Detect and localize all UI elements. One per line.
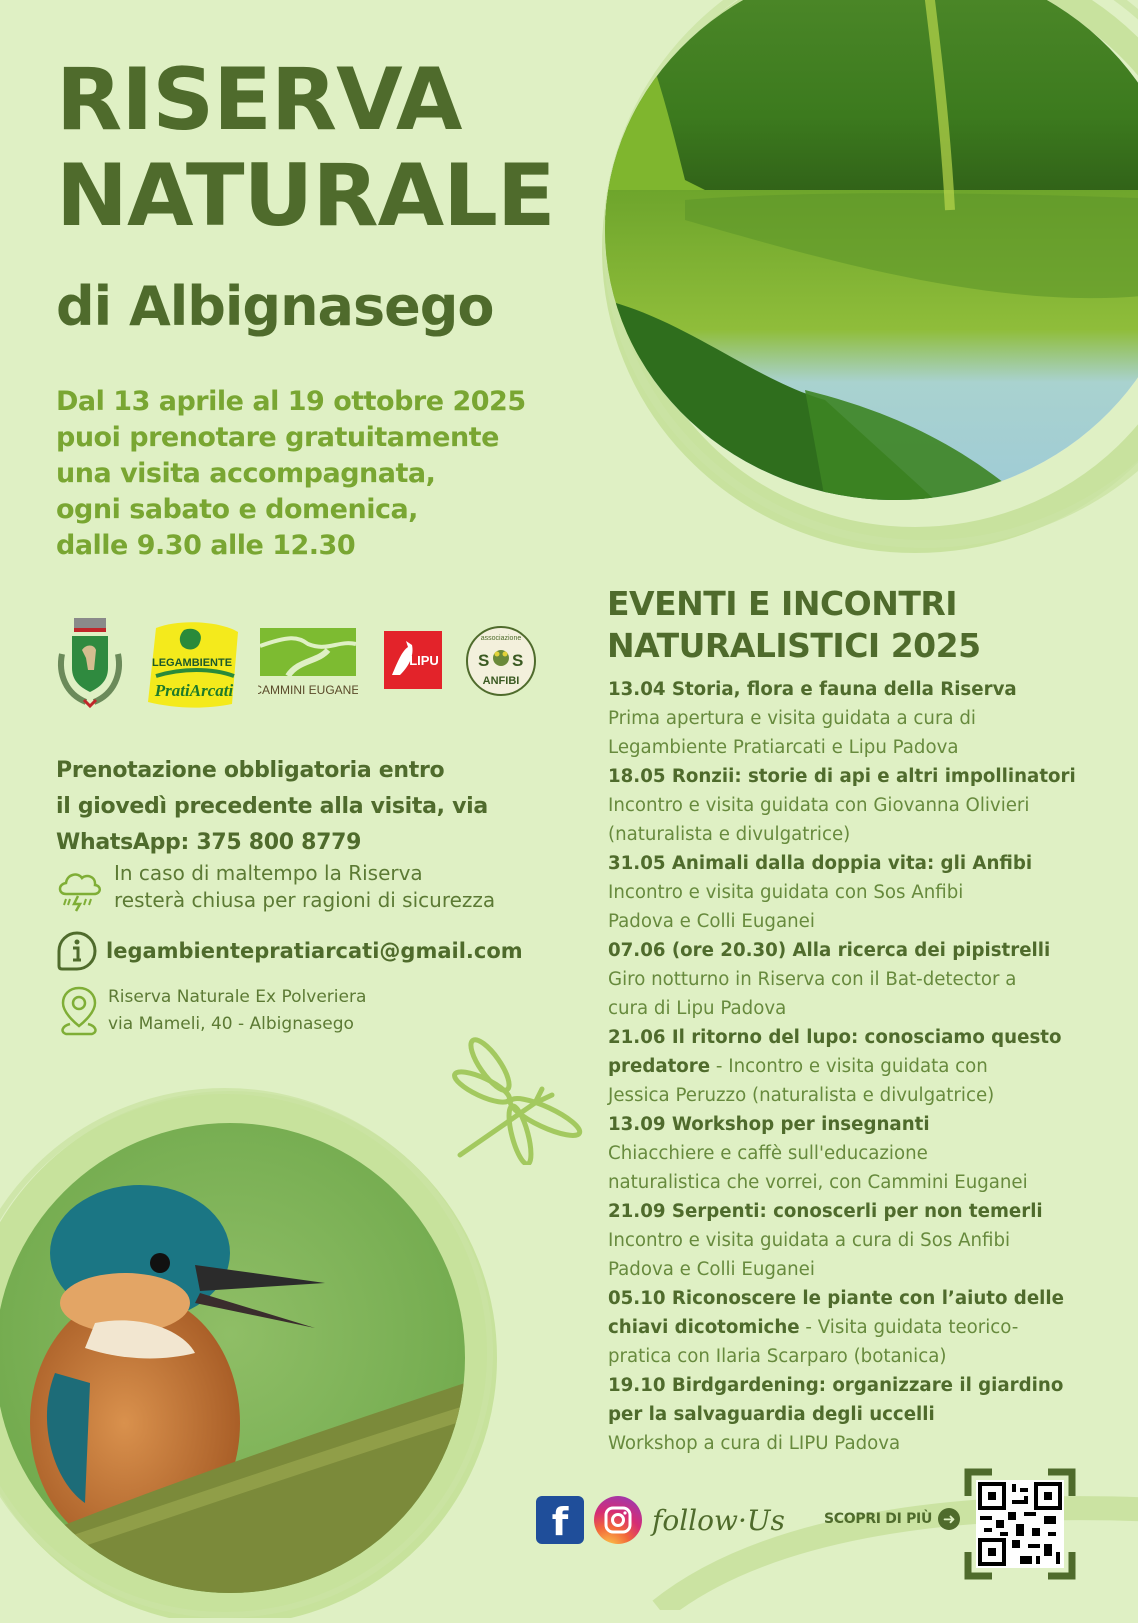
event-title: 21.06 Il ritorno del lupo: conosciamo questo	[608, 1027, 1062, 1048]
info-icon	[56, 930, 98, 972]
event-desc: Jessica Peruzzo (naturalista e divulgatrice)	[608, 1085, 995, 1106]
instagram-icon[interactable]	[594, 1496, 642, 1544]
svg-text:ANFIBI: ANFIBI	[482, 675, 520, 687]
intro-line: dalle 9.30 alle 12.30	[56, 530, 356, 561]
kingfisher-photo	[0, 1123, 465, 1593]
event-title: 31.05 Animali dalla doppia vita: gli Anfibi	[608, 853, 1033, 874]
email-address[interactable]: legambientepratiarcati@gmail.com	[106, 938, 523, 963]
event-desc: Prima apertura e visita guidata a cura di	[608, 708, 976, 729]
scopri-label: SCOPRI DI PIÙ	[824, 1511, 933, 1527]
svg-text:LIPU: LIPU	[409, 653, 439, 668]
logo-lipu	[384, 631, 442, 689]
map-pin-icon	[56, 984, 102, 1036]
intro-text	[56, 384, 576, 564]
booking-line: il giovedì precedente alla visita, via	[56, 794, 488, 819]
event-desc: Padova e Colli Euganei	[608, 911, 815, 932]
event-title: chiavi dicotomiche	[608, 1317, 800, 1338]
facebook-icon[interactable]: f	[536, 1496, 584, 1544]
svg-text:CAMMINI EUGANEI: CAMMINI EUGANEI	[258, 683, 358, 697]
event-desc: Padova e Colli Euganei	[608, 1259, 815, 1280]
event-desc: Incontro e visita guidata a cura di Sos Anfibi	[608, 1230, 1011, 1251]
event-desc: naturalistica che vorrei, con Cammini Euganei	[608, 1172, 1028, 1193]
event-title: 18.05 Ronzii: storie di api e altri impollinatori	[608, 766, 1076, 787]
svg-text:PratiArcati: PratiArcati	[154, 681, 234, 700]
event-item	[608, 849, 1078, 936]
events-list	[608, 675, 1078, 1458]
event-title: 21.09 Serpenti: conoscerli per non temerli	[608, 1201, 1043, 1222]
event-desc: Chiacchiere e caffè sull'educazione	[608, 1143, 928, 1164]
event-title: 07.06 (ore 20.30) Alla ricerca dei pipistrelli	[608, 940, 1051, 961]
svg-text:LEGAMBIENTE: LEGAMBIENTE	[151, 657, 233, 669]
event-desc: Incontro e visita guidata con Giovanna Olivieri	[608, 795, 1030, 816]
address	[56, 984, 366, 1038]
event-title: 19.10 Birdgardening: organizzare il giardino	[608, 1375, 1064, 1396]
follow-us-label: follow·Us	[652, 1503, 785, 1537]
partner-logos	[50, 624, 550, 724]
page-title	[56, 52, 555, 244]
event-desc: (naturalista e divulgatrice)	[608, 824, 851, 845]
weather-text: In caso di maltempo la Riserva resterà chiusa per ragioni di sicurezza	[114, 861, 496, 912]
logo-legambiente-pratiarcati	[142, 618, 242, 710]
booking-notice	[56, 753, 556, 861]
title-line-2: NATURALE	[56, 146, 555, 246]
event-desc: Workshop a cura di LIPU Padova	[608, 1433, 901, 1454]
intro-line: una visita accompagnata,	[56, 458, 436, 489]
svg-text:associazione: associazione	[480, 635, 522, 642]
event-desc: - Visita guidata teorico-	[799, 1317, 1019, 1338]
booking-line: Prenotazione obbligatoria entro	[56, 758, 445, 783]
kingfisher-photo-frame	[0, 1078, 500, 1618]
event-desc: cura di Lipu Padova	[608, 998, 787, 1019]
svg-text:S: S	[478, 651, 490, 670]
event-title: 05.10 Riconoscere le piante con l’aiuto delle	[608, 1288, 1064, 1309]
logo-sos-anfibi	[464, 624, 538, 698]
event-desc: - Incontro e visita guidata con	[710, 1056, 988, 1077]
email-contact	[56, 930, 523, 972]
event-title: 13.04 Storia, flora e fauna della Riserva	[608, 679, 1017, 700]
event-desc: Giro notturno in Riserva con il Bat-detector a	[608, 969, 1017, 990]
logo-cammini-euganei	[258, 626, 358, 702]
social-links	[536, 1496, 785, 1544]
dragonfly-icon	[440, 1035, 590, 1165]
weather-notice	[56, 860, 495, 916]
event-desc: Legambiente Pratiarcati e Lipu Padova	[608, 737, 959, 758]
title-line-1: RISERVA	[56, 50, 462, 150]
intro-line: puoi prenotare gratuitamente	[56, 422, 499, 453]
event-desc: Incontro e visita guidata con Sos Anfibi	[608, 882, 964, 903]
intro-line: Dal 13 aprile al 19 ottobre 2025	[56, 386, 526, 417]
svg-text:S: S	[512, 651, 524, 670]
event-desc: pratica con Ilaria Scarparo (botanica)	[608, 1346, 947, 1367]
event-item	[608, 1371, 1078, 1458]
event-item	[608, 1110, 1078, 1197]
logo-comune-albignasego	[52, 614, 128, 710]
event-item	[608, 762, 1078, 849]
event-item	[608, 675, 1078, 762]
event-item	[608, 936, 1078, 1023]
arrow-right-circle-icon: ➜	[938, 1508, 960, 1530]
qr-code-frame	[964, 1468, 1076, 1580]
events-title: EVENTI E INCONTRI NATURALISTICI 2025	[607, 584, 981, 665]
storm-cloud-icon	[56, 866, 102, 916]
address-text: Riserva Naturale Ex Polveriera via Mameli, 40 - Albignasego	[108, 987, 367, 1034]
event-title: per la salvaguardia degli uccelli	[608, 1404, 935, 1425]
scopri-di-piu-link[interactable]	[824, 1508, 960, 1530]
event-item	[608, 1023, 1078, 1110]
event-item	[608, 1197, 1078, 1284]
intro-line: ogni sabato e domenica,	[56, 494, 418, 525]
booking-whatsapp[interactable]: WhatsApp: 375 800 8779	[56, 830, 362, 855]
page-subtitle: di Albignasego	[56, 275, 494, 338]
lake-photo-frame	[570, 0, 1138, 560]
event-title: 13.09 Workshop per insegnanti	[608, 1114, 930, 1135]
event-title: predatore	[608, 1056, 711, 1077]
qr-code[interactable]	[976, 1480, 1064, 1568]
event-item	[608, 1284, 1078, 1371]
